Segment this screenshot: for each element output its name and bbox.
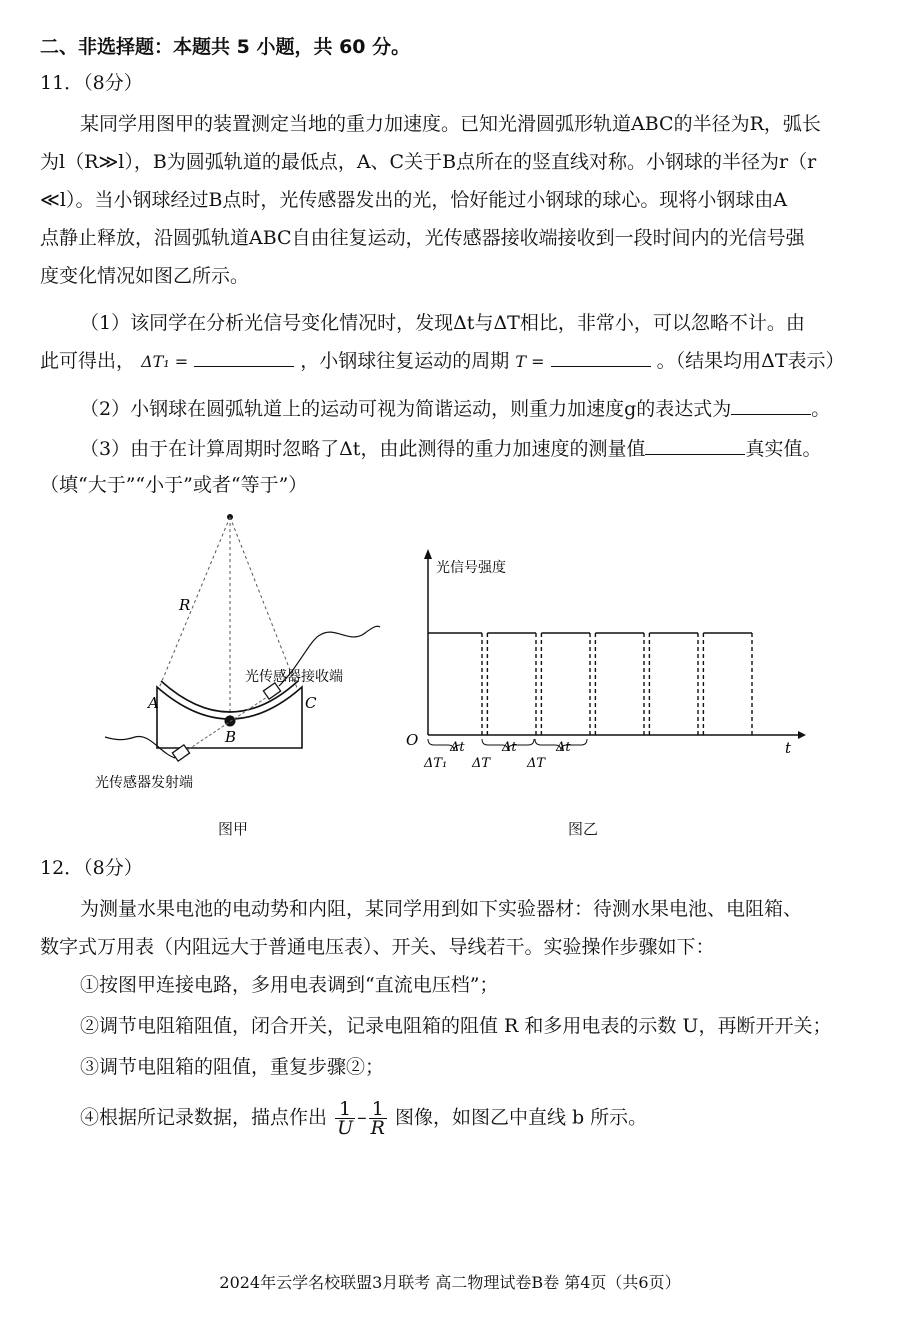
caption-yi: 图乙 [568, 820, 599, 838]
q11-number: 11．（8分） [40, 72, 143, 94]
q12-intro-1: 为测量水果电池的电动势和内阻，某同学用到如下实验器材：待测水果电池、电阻箱、 [80, 898, 803, 920]
q12-step-4 [80, 1100, 647, 1137]
q12-number: 12．（8分） [40, 857, 143, 879]
q12-step4-text-b: 图像，如图乙中直线 b 所示。 [394, 1106, 648, 1129]
q11-intro-line-5: 度变化情况如图乙所示。 [40, 265, 250, 287]
figure-yi-chart [390, 545, 810, 785]
q12-step4-text-a: ④根据所记录数据，描点作出 [80, 1106, 328, 1129]
q12-step4-dash: – [357, 1106, 367, 1129]
q11-intro-line-1: 某同学用图甲的装置测定当地的重力加速度。已知光滑圆弧形轨道ABC的半径为R，弧长 [80, 113, 821, 135]
steel-ball [225, 716, 236, 727]
section-header: 二、非选择题：本题共 5 小题，共 60 分。 [40, 36, 411, 58]
radius-line-left [157, 517, 230, 693]
q11-part1-blank-dt1[interactable] [194, 348, 294, 367]
q12-step-2: ②调节电阻箱阻值，闭合开关，记录电阻箱的阻值 R 和多用电表的示数 U，再断开开关； [80, 1015, 832, 1037]
q11-part2 [80, 396, 830, 422]
label-dt-b: Δt [502, 740, 517, 755]
q11-part2-text: （2）小钢球在圆弧轨道上的运动可视为简谐运动，则重力加速度g的表达式为 [80, 398, 732, 420]
y-axis-label: 光信号强度 [436, 560, 506, 576]
q11-intro-line-2: 为l（R≫l），B为圆弧轨道的最低点，A、C关于B点所在的竖直线对称。小钢球的半径为r（r [40, 151, 817, 173]
page-footer: 2024年云学名校联盟3月联考 高二物理试卷B卷 第4页（共6页） [219, 1273, 681, 1292]
q11-part2-blank[interactable] [731, 396, 811, 415]
q11-intro-line-3: ≪l）。当小钢球经过B点时，光传感器发出的光，恰好能过小钢球的球心。现将小钢球由A [40, 189, 788, 211]
x-axis-arrow [798, 731, 806, 739]
signal-waveform [428, 633, 752, 735]
q11-part3 [80, 436, 821, 462]
q12-step-3: ③调节电阻箱的阻值，重复步骤②； [80, 1056, 385, 1078]
caption-jia: 图甲 [218, 820, 249, 838]
label-R: R [179, 596, 191, 614]
q11-intro-line-4: 点静止释放，沿圆弧轨道ABC自由往复运动，光传感器接收端接收到一段时间内的光信号强 [40, 227, 805, 249]
q11-part1-dt1-label: ΔT₁ = [141, 352, 189, 371]
radius-line-right [230, 517, 299, 693]
fraction-1-over-R: $\frac{1}{R}$ [370, 1098, 385, 1139]
label-emitter: 光传感器发射端 [95, 775, 193, 791]
label-dt-c: Δt [556, 740, 571, 755]
label-dt1: ΔT₁ [424, 756, 448, 771]
q11-part2-end: 。 [811, 398, 831, 420]
q12-step-1: ①按图甲连接电路，多用电表调到“直流电压档”； [80, 974, 499, 996]
label-C: C [305, 694, 317, 712]
q11-part1-text-b: ，小钢球往复运动的周期 [300, 350, 510, 372]
figure-jia [95, 505, 395, 805]
q11-part1-text-c: 。（结果均用ΔT表示） [656, 350, 845, 372]
q11-part3-text-a: （3）由于在计算周期时忽略了Δt，由此测得的重力加速度的测量值 [80, 438, 646, 460]
q11-part3-text-b: 真实值。 [745, 438, 822, 460]
y-axis-arrow [424, 549, 432, 559]
q11-part1-line1: （1）该同学在分析光信号变化情况时，发现Δt与ΔT相比，非常小，可以忽略不计。由 [80, 312, 805, 334]
q11-part1-T-label: T = [515, 352, 545, 371]
x-axis-label: t [785, 739, 792, 757]
q11-part1-line2 [40, 348, 845, 375]
q11-part1-text-a: 此可得出， [40, 350, 136, 372]
origin-label: O [406, 731, 419, 749]
q11-part1-blank-T[interactable] [551, 348, 651, 367]
label-dt-a: Δt [450, 740, 465, 755]
q11-part3-blank[interactable] [645, 436, 745, 455]
q12-intro-2: 数字式万用表（内阻远大于普通电压表）、开关、导线若干。实验操作步骤如下： [40, 936, 715, 958]
label-receiver: 光传感器接收端 [245, 669, 343, 685]
label-A: A [148, 694, 159, 712]
label-dT-b: ΔT [527, 756, 546, 771]
q11-part3-line2: （填“大于”“小于”或者“等于”） [40, 474, 308, 496]
label-B: B [225, 728, 237, 746]
fraction-1-over-U: $\frac{1}{U}$ [337, 1098, 354, 1139]
label-dT-a: ΔT [472, 756, 491, 771]
